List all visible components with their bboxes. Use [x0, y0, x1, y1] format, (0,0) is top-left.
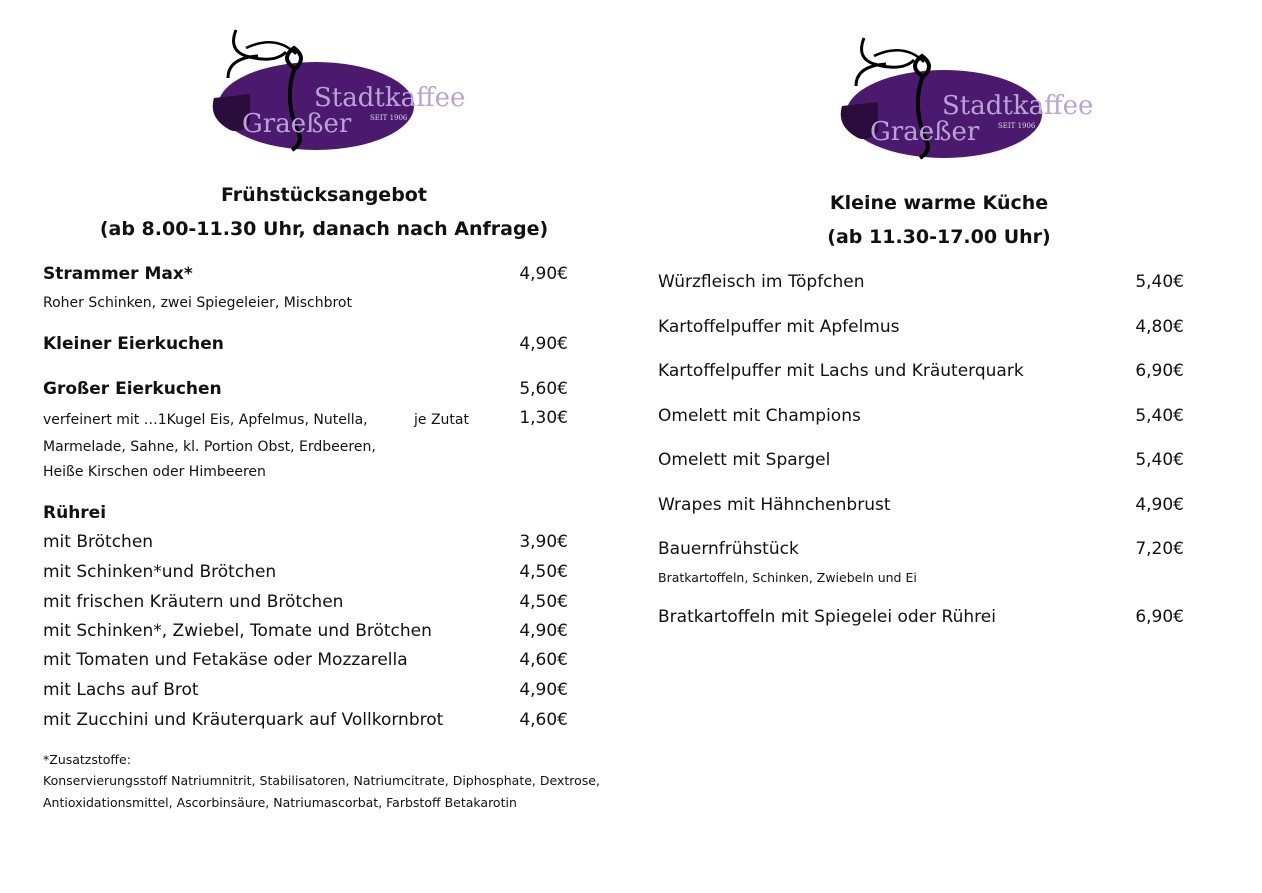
ruehrei-price: 4,50€: [519, 592, 568, 612]
warm-kitchen-heading: [700, 186, 1178, 254]
warm-price: 6,90€: [1135, 361, 1184, 381]
item-strammer-max: Strammer Max*: [43, 264, 193, 284]
warm-item: Bratkartoffeln mit Spiegelei oder Rührei: [658, 607, 996, 627]
svg-text:Stadtkaffee: Stadtkaffee: [942, 91, 1094, 121]
ruehrei-heading: Rührei: [43, 503, 107, 523]
footnote-title: *Zusatzstoffe:: [43, 752, 131, 767]
warm-price: 4,80€: [1135, 317, 1184, 337]
extras-line-2: Marmelade, Sahne, kl. Portion Obst, Erdbeeren,: [43, 439, 376, 455]
ruehrei-item: mit Lachs auf Brot: [43, 680, 199, 700]
cafe-logo-right: [834, 36, 1094, 164]
warm-price: 5,40€: [1135, 272, 1184, 292]
price-strammer-max: 4,90€: [519, 264, 568, 284]
item-grosser-eierkuchen: Großer Eierkuchen: [43, 379, 222, 399]
price-grosser-eierkuchen: 5,60€: [519, 379, 568, 399]
extras-line-3: Heiße Kirschen oder Himbeeren: [43, 464, 266, 480]
svg-text:Graeßer: Graeßer: [242, 109, 352, 139]
cafe-logo-left: [206, 28, 466, 156]
ruehrei-item: mit Tomaten und Fetakäse oder Mozzarella: [43, 650, 408, 670]
ruehrei-price: 4,50€: [519, 562, 568, 582]
warm-price: 6,90€: [1135, 607, 1184, 627]
warm-price: 4,90€: [1135, 495, 1184, 515]
warm-item: Kartoffelpuffer mit Lachs und Kräuterquark: [658, 361, 1024, 381]
ruehrei-price: 4,60€: [519, 710, 568, 730]
svg-text:SEIT 1906: SEIT 1906: [998, 122, 1036, 130]
footnote-line-2: Antioxidationsmittel, Ascorbinsäure, Natriumascorbat, Farbstoff Betakarotin: [43, 795, 517, 810]
warm-item: Bauernfrühstück: [658, 539, 799, 559]
breakfast-hours: (ab 8.00-11.30 Uhr, danach nach Anfrage): [99, 218, 549, 240]
ruehrei-item: mit Schinken*, Zwiebel, Tomate und Brötchen: [43, 621, 432, 641]
ruehrei-price: 4,90€: [519, 680, 568, 700]
warm-price: 7,20€: [1135, 539, 1184, 559]
svg-text:Stadtkaffee: Stadtkaffee: [314, 83, 466, 113]
item-kleiner-eierkuchen: Kleiner Eierkuchen: [43, 334, 224, 354]
coffee-cup-logo-icon: [206, 28, 466, 156]
ruehrei-price: 4,90€: [519, 621, 568, 641]
ruehrei-item: mit Brötchen: [43, 532, 154, 552]
warm-item: Kartoffelpuffer mit Apfelmus: [658, 317, 900, 337]
breakfast-title: Frühstücksangebot: [221, 184, 427, 206]
price-extra-topping: 1,30€: [519, 408, 568, 428]
ruehrei-price: 3,90€: [519, 532, 568, 552]
warm-item-desc: Bratkartoffeln, Schinken, Zwiebeln und Ei: [658, 570, 917, 585]
footnote-line-1: Konservierungsstoff Natriumnitrit, Stabilisatoren, Natriumcitrate, Diphosphate, Dextrose,: [43, 773, 600, 788]
svg-text:Graeßer: Graeßer: [870, 117, 980, 147]
warm-price: 5,40€: [1135, 406, 1184, 426]
desc-strammer-max: Roher Schinken, zwei Spiegeleier, Mischbrot: [43, 295, 352, 311]
svg-text:SEIT 1906: SEIT 1906: [370, 114, 408, 122]
warm-price: 5,40€: [1135, 450, 1184, 470]
extras-per-topping: je Zutat: [414, 412, 469, 428]
warm-item: Würzfleisch im Töpfchen: [658, 272, 865, 292]
warm-item: Wrapes mit Hähnchenbrust: [658, 495, 891, 515]
ruehrei-item: mit Zucchini und Kräuterquark auf Vollkornbrot: [43, 710, 444, 730]
ruehrei-item: mit Schinken*und Brötchen: [43, 562, 277, 582]
warm-kitchen-hours: (ab 11.30-17.00 Uhr): [827, 226, 1051, 248]
extras-line-1: verfeinert mit …1Kugel Eis, Apfelmus, Nutella,: [43, 412, 368, 428]
coffee-cup-logo-icon: [834, 36, 1094, 164]
ruehrei-item: mit frischen Kräutern und Brötchen: [43, 592, 344, 612]
warm-item: Omelett mit Champions: [658, 406, 861, 426]
breakfast-heading: [60, 178, 588, 246]
warm-item: Omelett mit Spargel: [658, 450, 831, 470]
warm-kitchen-title: Kleine warme Küche: [829, 192, 1049, 214]
ruehrei-price: 4,60€: [519, 650, 568, 670]
price-kleiner-eierkuchen: 4,90€: [519, 334, 568, 354]
